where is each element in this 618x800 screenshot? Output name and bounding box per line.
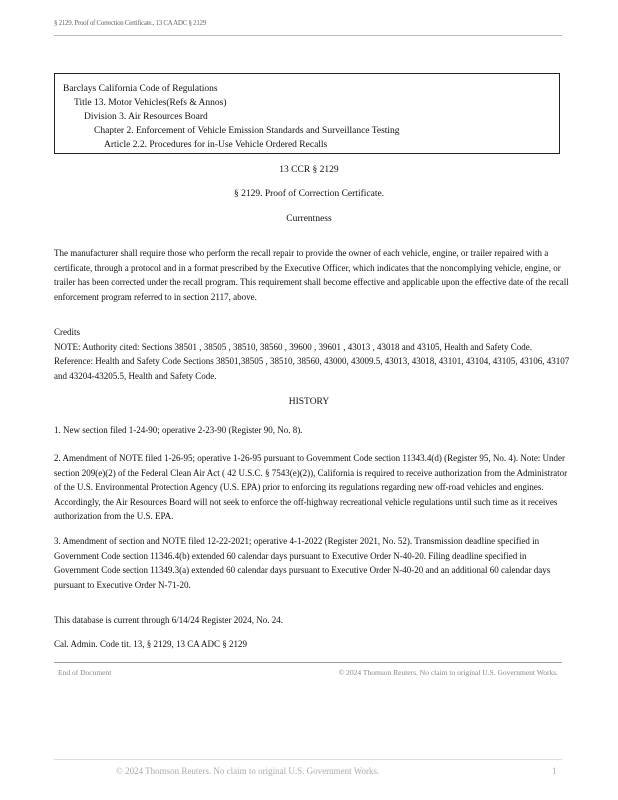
footer-copyright: © 2024 Thomson Reuters. No claim to original U.S. Government Works.	[116, 766, 380, 776]
title-link[interactable]: Title 13. Motor Vehicles(Refs & Annos)	[74, 98, 227, 108]
history-item-2	[54, 451, 570, 524]
history-item-1	[54, 423, 570, 438]
body-text	[54, 246, 570, 304]
page-number: 1	[552, 766, 557, 776]
end-rule	[54, 662, 562, 663]
footer-rule	[54, 759, 562, 760]
running-head: § 2129. Proof of Correction Certificate., 13 CA ADC § 2129	[54, 19, 206, 27]
database-current-text: This database is current through 6/14/24 Register 2024, No. 24.	[54, 615, 283, 625]
history-item-3	[54, 534, 570, 592]
credits-note: NOTE: Authority cited: Sections 38501 , 38505 , 38510, 38560 , 39600 , 39601 , 43013 , 43018 and 43105, Health and Safety Code. Reference: Health and Safety Code Sections 38501,38505 , 38510, 38560, 43000, 43009.5, 43013, 43018, 43101, 43104, 43105, 43106, 43107 and 43204-43205.5, Health and Safety Code.	[54, 341, 570, 381]
database-current	[54, 613, 570, 628]
publication-name: Barclays California Code of Regulations	[63, 84, 218, 94]
cite-line	[54, 637, 570, 652]
body-paragraph: The manufacturer shall require those who perform the recall repair to provide the owner of each vehicle, engine, or trailer repaired with a certificate, through a protocol and in a format prescribed by the Executive Officer, which indicates that the noncomplying vehicle, engine, or trailer has been corrected under the recall program. This requirement shall become effective and applicable upon the effective date of the recall enforcement program referred to in section 2117, above.	[54, 248, 569, 302]
division-link[interactable]: Division 3. Air Resources Board	[84, 112, 208, 122]
header-rule	[54, 35, 562, 36]
history-item: 1. New section filed 1-24-90; operative 2-23-90 (Register 90, No. 8).	[54, 425, 303, 435]
citation: 13 CCR § 2129	[279, 165, 339, 175]
end-of-document: End of Document	[58, 668, 112, 677]
end-copyright: © 2024 Thomson Reuters. No claim to original U.S. Government Works.	[338, 668, 558, 677]
credits-label: Credits	[54, 327, 80, 337]
history-item: 3. Amendment of section and NOTE filed 12-22-2021; operative 4-1-2022 (Register 2021, No. 52). Transmission deadline specified in Government Code section 11346.4(b) extended 60 calendar days pursuant to Executive Order N-40-20. Filing deadline specified in Government Code section 11349.3(a) extended 60 calendar days pursuant to Executive Order N-40-20 and an additional 60 calendar days pursuant to Executive Order N-71-20.	[54, 536, 551, 590]
article-link[interactable]: Article 2.2. Procedures for in-Use Vehicle Ordered Recalls	[104, 140, 328, 150]
credits-section	[54, 325, 570, 383]
chapter-link[interactable]: Chapter 2. Enforcement of Vehicle Emission Standards and Surveillance Testing	[94, 126, 400, 136]
history-item: 2. Amendment of NOTE filed 1-26-95; operative 1-26-95 pursuant to Government Code section 11343.4(d) (Register 95, No. 4). Note: Under section 209(e)(2) of the Federal Clean Air Act ( 42 U.S.C. § 7543(e)(2)), California is required to receive authorization from the Administrator of the U.S. Environmental Protection Agency (U.S. EPA) prior to enforcing its regulations regarding new off-road vehicles and engines. Accordingly, the Air Resources Board will not seek to enforce the off-highway recreational vehicle regulations until such time as it receives authorization from the U.S. EPA.	[54, 453, 568, 521]
cite-line-text: Cal. Admin. Code tit. 13, § 2129, 13 CA ADC § 2129	[54, 639, 248, 649]
hierarchy-box	[54, 73, 560, 154]
history-heading: HISTORY	[288, 397, 330, 407]
currentness-link[interactable]: Currentness	[286, 214, 332, 224]
section-title: § 2129. Proof of Correction Certificate.	[233, 189, 385, 199]
